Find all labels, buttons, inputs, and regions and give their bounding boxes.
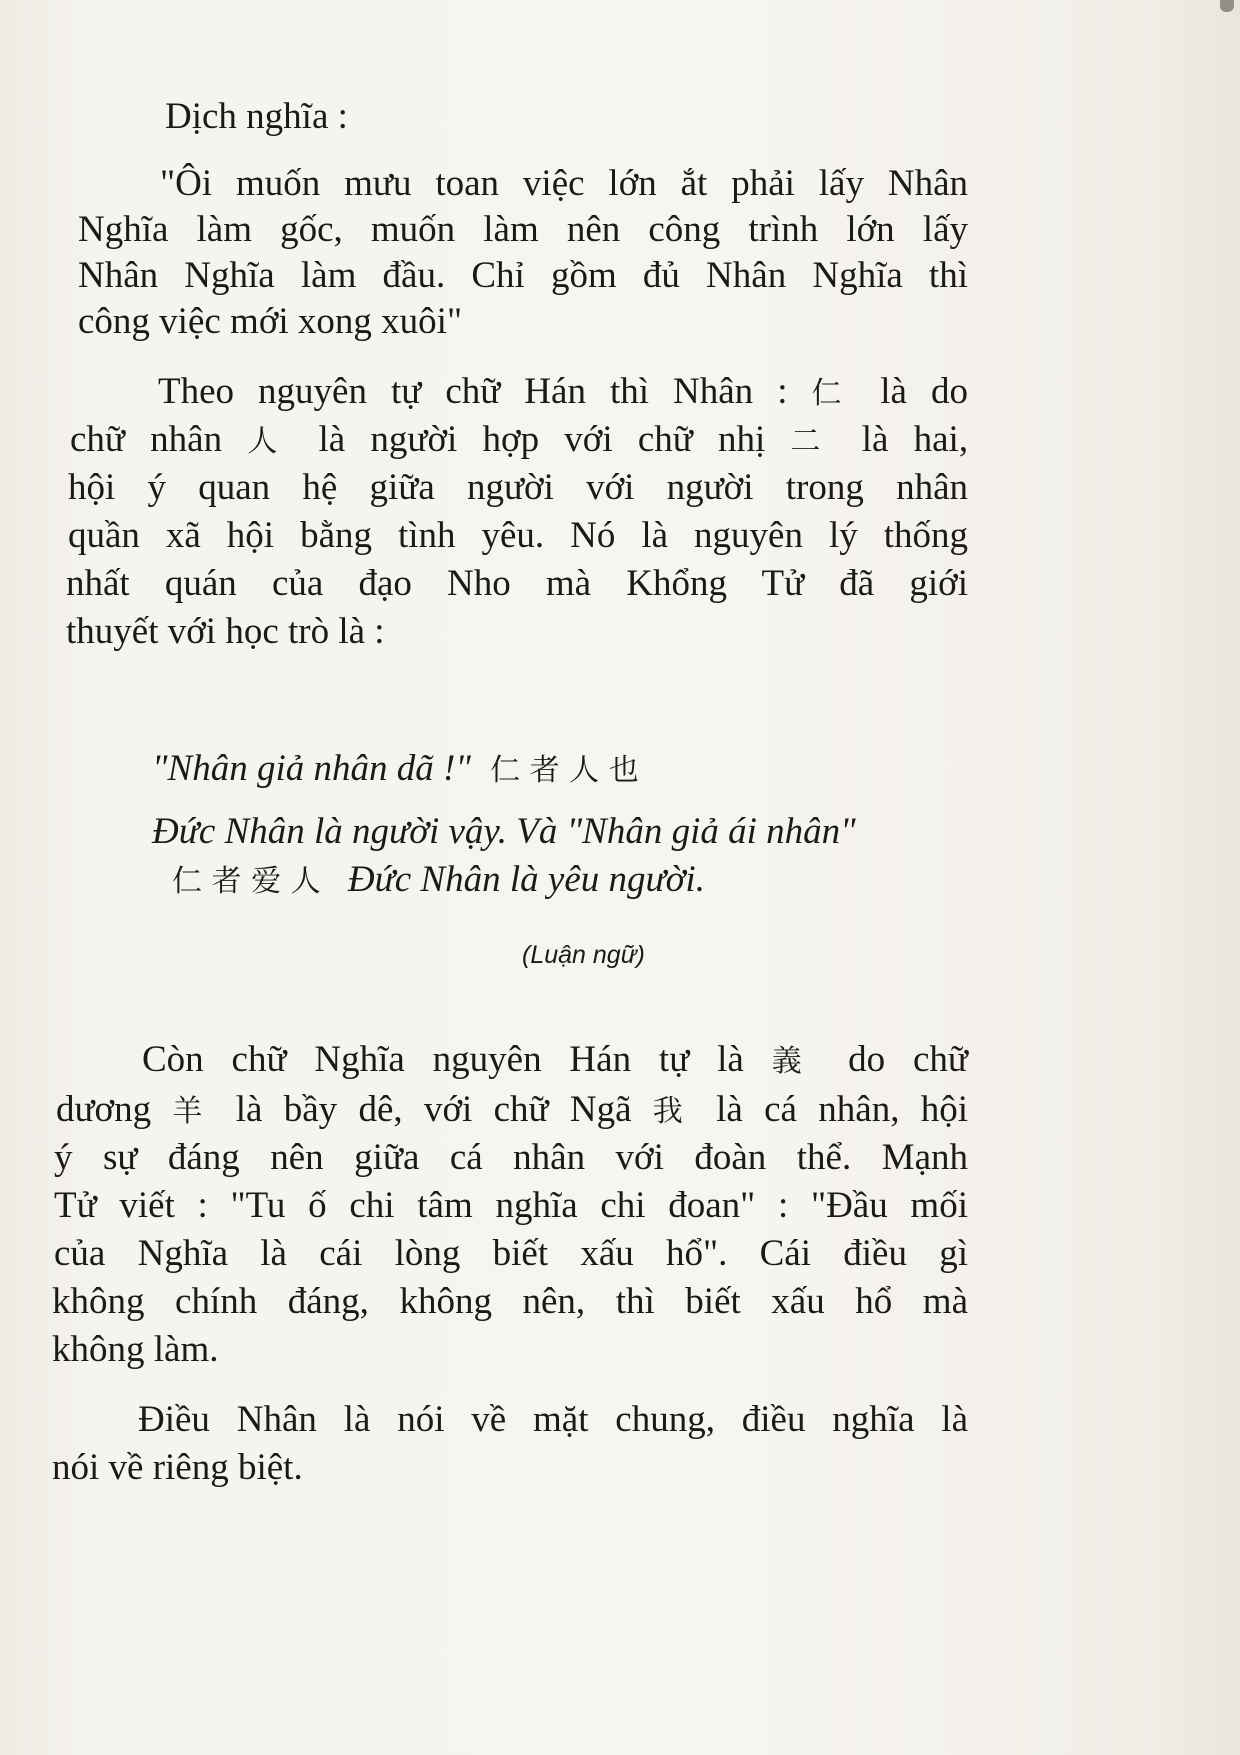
- page-edge-mark: [1220, 0, 1234, 12]
- quote-line-3-text: Đức Nhân là yêu người.: [347, 859, 705, 900]
- para1-line-2-text-a: chữ nhân: [70, 419, 223, 460]
- para1-line-3: hội ý quan hệ giữa người với người trong nhân: [68, 467, 968, 508]
- quote-line-1: [152, 747, 639, 793]
- quote-line-3: [172, 858, 705, 904]
- para1-line-6: thuyết với học trò là :: [66, 611, 385, 652]
- translation-line-3: Nhân Nghĩa làm đầu. Chỉ gồm đủ Nhân Nghĩa thì: [78, 255, 968, 296]
- han-quote-1: 仁 者 人 也: [490, 753, 639, 788]
- han-char-nguoi: 人: [247, 424, 294, 459]
- han-char-nghia: 義: [771, 1044, 821, 1079]
- para2-line-6: không chính đáng, không nên, thì biết xấu hổ mà: [52, 1281, 968, 1322]
- han-quote-2: 仁 者 爱 人: [172, 864, 321, 899]
- para2-line-4: Tử viết : "Tu ố chi tâm nghĩa chi đoan" : "Đầu mối: [54, 1185, 968, 1226]
- quote-source: (Luận ngữ): [522, 941, 645, 969]
- para2-line-7: không làm.: [52, 1329, 219, 1370]
- translation-line-4: công việc mới xong xuôi": [78, 301, 463, 342]
- para1-line-1-text-b: là do: [880, 371, 968, 412]
- para1-line-2-text-b: là người hợp với chữ nhị: [318, 419, 766, 460]
- para2-line-2-text-b: là bầy dê, với chữ Ngã: [235, 1089, 632, 1130]
- translation-line-2: Nghĩa làm gốc, muốn làm nên công trình lớn lấy: [78, 209, 968, 250]
- para2-line-2-text-a: dương: [56, 1089, 152, 1130]
- para1-line-2: [70, 418, 968, 464]
- translation-heading: [165, 95, 348, 139]
- han-char-nhan: 仁: [811, 376, 857, 411]
- para2-line-1: [142, 1038, 968, 1084]
- para1-line-4: quần xã hội bằng tình yêu. Nó là nguyên lý thống: [68, 515, 968, 556]
- para2-line-1-text-b: do chữ: [848, 1039, 968, 1080]
- para2-line-5: của Nghĩa là cái lòng biết xấu hổ". Cái điều gì: [54, 1233, 968, 1274]
- para2-line-3: ý sự đáng nên giữa cá nhân với đoàn thể. Mạnh: [54, 1137, 968, 1178]
- han-char-nhi: 二: [790, 424, 837, 459]
- para3-line-1: Điều Nhân là nói về mặt chung, điều nghĩa là: [138, 1399, 968, 1440]
- translation-heading-text: Dịch nghĩa :: [165, 96, 348, 137]
- quote-line-1-text: "Nhân giả nhân dã !": [152, 748, 471, 789]
- han-char-nga: 我: [652, 1094, 695, 1129]
- para2-line-1-text-a: Còn chữ Nghĩa nguyên Hán tự là: [142, 1039, 744, 1080]
- han-char-duong: 羊: [172, 1094, 215, 1129]
- para1-line-1-text-a: Theo nguyên tự chữ Hán thì Nhân :: [158, 371, 788, 412]
- para1-line-1: [158, 370, 968, 416]
- para1-line-2-text-c: là hai,: [861, 419, 969, 460]
- para2-line-2-text-c: là cá nhân, hội: [716, 1089, 969, 1130]
- para3-line-2: nói về riêng biệt.: [52, 1447, 303, 1488]
- para1-line-5: nhất quán của đạo Nho mà Khổng Tử đã giới: [66, 563, 968, 604]
- quote-line-2: Đức Nhân là người vậy. Và "Nhân giả ái nhân": [152, 811, 856, 852]
- translation-line-1: "Ôi muốn mưu toan việc lớn ắt phải lấy Nhân: [160, 163, 968, 204]
- para2-line-2: [56, 1088, 968, 1134]
